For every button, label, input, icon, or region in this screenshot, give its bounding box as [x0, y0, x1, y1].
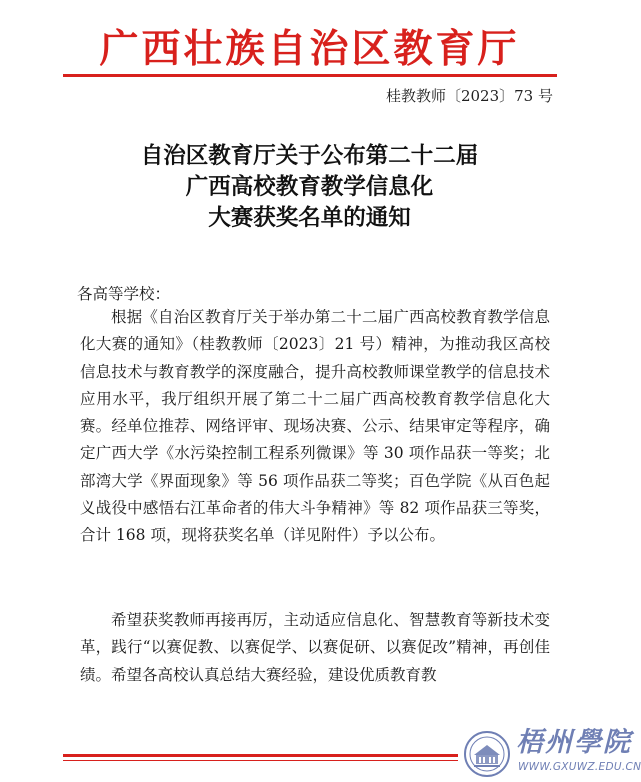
- title-line-2: 广西高校教育教学信息化: [185, 174, 434, 200]
- footer-red-rule-thin: [63, 760, 458, 761]
- watermark-site-name: 梧州學院: [516, 727, 632, 758]
- body-paragraph-2: 希望获奖教师再接再厉，主动适应信息化、智慧教育等新技术变革，践行“以赛促教、以赛促学、以赛促研、以赛促改”精神，再创佳绩。希望各高校认真总结大赛经验，建设优质教育教: [80, 611, 550, 684]
- title-line-1: 自治区教育厅关于公布第二十二届: [140, 143, 479, 169]
- site-watermark: [462, 722, 641, 782]
- document-number: 桂教教师〔2023〕73 号: [385, 87, 553, 105]
- document-title: [0, 141, 619, 234]
- body-paragraph-1: 根据《自治区教育厅关于举办第二十二届广西高校教育教学信息化大赛的通知》（桂教教师〔2023〕21 号）精神，为推动我区高校信息技术与教育教学的深度融合，提升高校教师课堂教学的信息技术应用水平，我厅组织开展了第二十二届广西高校教育教学信息化大赛。经单位推荐、网络评审、现场决赛、公示、结果审定等程序，确定广西大学《水污染控制工程系列微课》等 30 项作品获一等奖；北部湾大学《界面现象》等 56 项作品获二等奖；百色学院《从百色起义战役中感悟右江革命者的伟大斗争精神》等 82 项作品获三等奖，合计 168 项，现将获奖名单（详见附件）予以公布。: [80, 308, 550, 545]
- salutation: 各高等学校：: [77, 285, 171, 303]
- watermark-site-url: WWW.GXUWZ.EDU.CN: [518, 761, 641, 773]
- footer-red-rule-thick: [63, 754, 458, 757]
- letterhead-red-rule: [63, 74, 557, 77]
- title-line-3: 大赛获奖名单的通知: [208, 205, 411, 231]
- letterhead-issuer: 广西壮族自治区教育厅: [99, 26, 520, 72]
- university-emblem-icon: [462, 730, 512, 778]
